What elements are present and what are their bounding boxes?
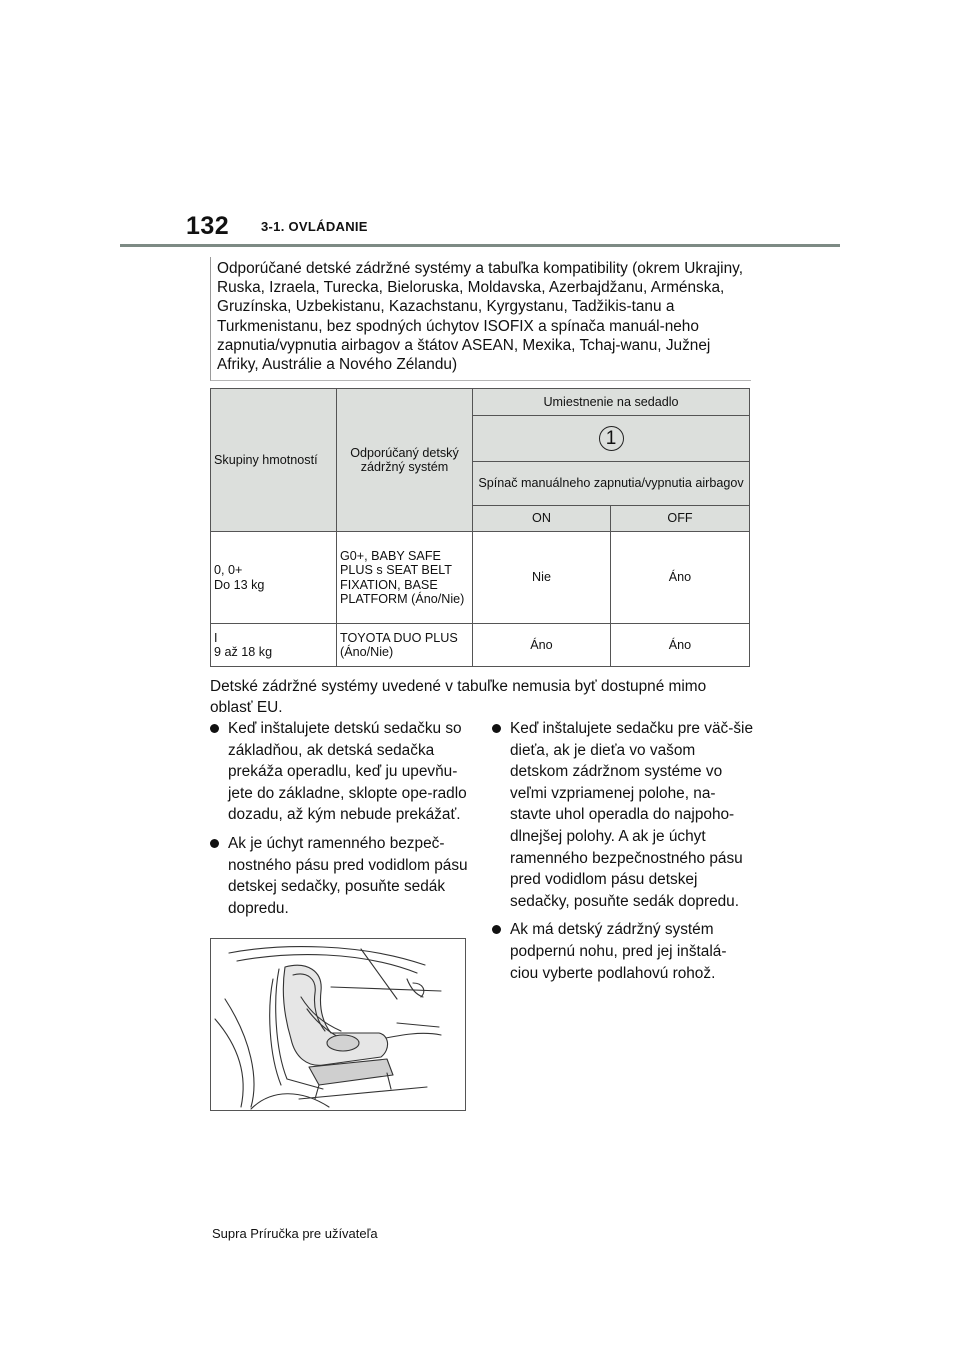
cell-weight-group-range: 9 až 18 kg [214, 645, 273, 659]
section-title: 3-1. OVLÁDANIE [261, 219, 368, 234]
list-item [492, 919, 754, 984]
bullet-icon [492, 925, 501, 934]
footer-text: Supra Príručka pre užívateľa [212, 1226, 378, 1241]
cell-recommended-system: TOYOTA DUO PLUS (Áno/Nie) [337, 624, 473, 667]
bullet-icon [210, 724, 219, 733]
cell-weight-group-range: Do 13 kg [214, 577, 265, 592]
list-item-text: Keď inštalujete detskú sedačku so základňou, ak detská sedačka prekáža operadlu, keď ju upevňu-jete do základne, sklopte ope-radlo dozadu, až kým nebude prekážať. [228, 720, 467, 824]
header-off [611, 506, 750, 532]
bullet-icon [210, 839, 219, 848]
cell-recommended-system: G0+, BABY SAFE PLUS s SEAT BELT FIXATION, BASE PLATFORM (Áno/Nie) [337, 532, 473, 624]
header-airbag-switch-label: Spínač manuálneho zapnutia/vypnutia airbagov [478, 476, 744, 491]
table-row [211, 624, 750, 667]
cell-weight-group [211, 624, 337, 667]
child-seat-drawing [211, 939, 465, 1110]
left-bullet-list [210, 718, 472, 926]
cell-weight-group-class: 0, 0+ [214, 563, 243, 577]
cell-off: Áno [611, 532, 750, 624]
list-item-text: Keď inštalujete sedačku pre väč-šie dieťa, ak je dieťa vo vašom detskom zádržnom systéme vo veľmi vzpriamenej polohe, na-stavte uhol operadla do najpoho-dlnejšej polohy. A ak je úchyt ramenného bezpečnostného pásu pred vodidlom pásu detskej sedačky, posuňte sedák dopredu. [510, 720, 754, 910]
header-airbag-switch [473, 462, 750, 506]
cell-weight-group [211, 532, 337, 624]
header-seat-number [473, 416, 750, 462]
seat-number-circle: 1 [599, 426, 624, 451]
header-recommended-system-label: Odporúčaný detský zádržný systém [350, 445, 459, 474]
header-recommended-system [337, 389, 473, 532]
list-item [210, 833, 472, 919]
compatibility-table [210, 388, 750, 667]
list-item-text: Ak má detský zádržný systém podpernú nohu, pred jej inštalá-ciou vyberte podlahovú rohož. [510, 921, 727, 982]
cell-on: Nie [473, 532, 611, 624]
bullet-icon [492, 724, 501, 733]
cell-off: Áno [611, 624, 750, 667]
list-item [210, 718, 472, 826]
header-weight-group [211, 389, 337, 532]
cell-on: Áno [473, 624, 611, 667]
right-bullet-list [492, 718, 754, 991]
list-item-text: Ak je úchyt ramenného bezpeč-nostného pásu pred vodidlom pásu detskej sedačky, posuňte sedák dopredu. [228, 834, 468, 917]
header-rule [120, 244, 840, 247]
availability-note: Detské zádržné systémy uvedené v tabuľke nemusia byť dostupné mimo oblasť EU. [210, 678, 707, 716]
header-seat-position [473, 389, 750, 416]
list-item [492, 718, 754, 912]
child-seat-illustration [210, 938, 466, 1111]
cell-weight-group-class: I [214, 630, 218, 645]
header-off-label: OFF [667, 511, 693, 526]
header-on-label: ON [532, 511, 551, 526]
intro-text: Odporúčané detské zádržné systémy a tabuľka kompatibility (okrem Ukrajiny, Ruska, Izraela, Turecka, Bieloruska, Moldavska, Azerbajdžanu, Arménska, Gruzínska, Uzbekistanu, Kazachstanu, Kyrgystanu, Tadžikis-tanu a Turkmenistanu, bez spodných úchytov ISOFIX a spínača manuál-neho zapnutia/vypnutia airbagov a štátov ASEAN, Mexika, Tchaj-wanu, Južnej Afriky, Austrálie a Nového Zélandu) [210, 257, 751, 381]
header-weight-group-label: Skupiny hmotností [214, 452, 318, 467]
header-on [473, 506, 611, 532]
table-row [211, 532, 750, 624]
page-number: 132 [186, 212, 230, 240]
header-seat-position-label: Umiestnenie na sedadlo [543, 394, 679, 409]
